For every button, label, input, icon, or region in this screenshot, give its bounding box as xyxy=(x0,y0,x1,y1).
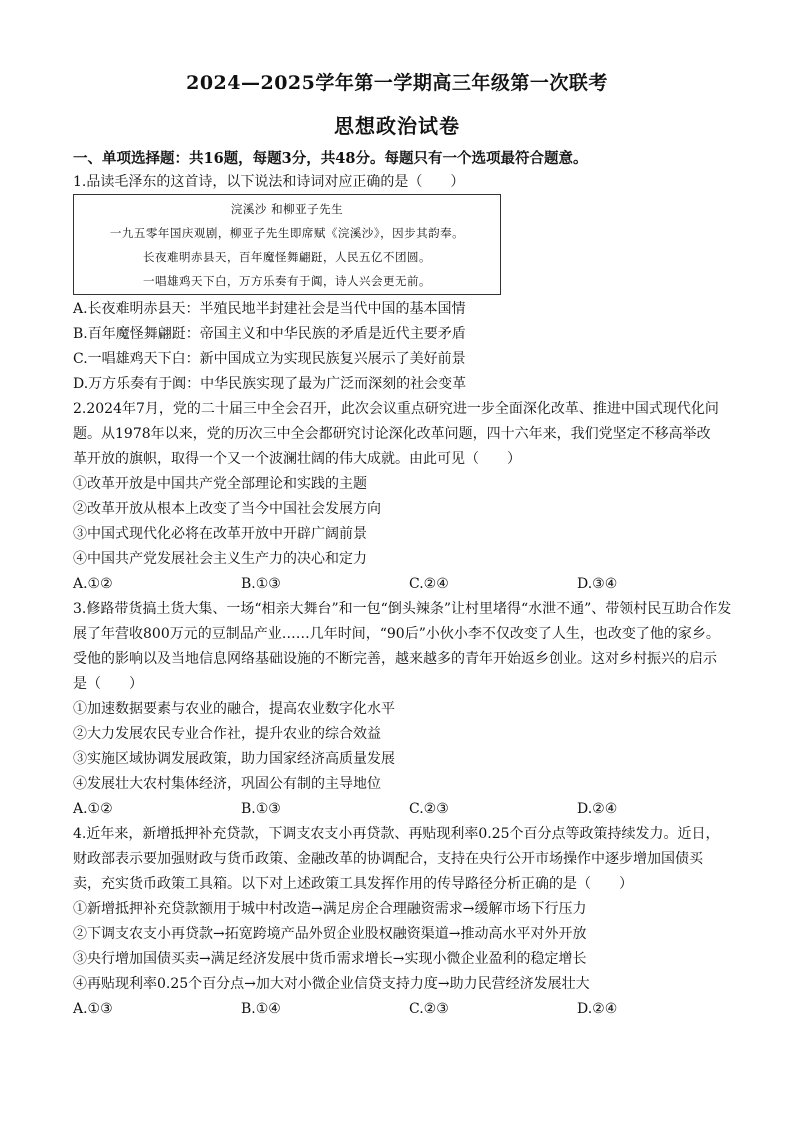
question-2-choice-d[interactable]: D.③④ xyxy=(577,576,618,592)
question-2-item-3: ③中国式现代化必将在改革开放中开辟广阔前景 xyxy=(73,526,367,542)
question-2-stem-line: 革开放的旗帜，取得一个又一个波澜壮阔的伟大成就。由此可见（ ） xyxy=(73,451,521,467)
poem-line: 一唱雄鸡天下白，万方乐奏有于阗，诗人兴会更无前。 xyxy=(143,274,431,288)
question-3-choice-d[interactable]: D.②④ xyxy=(577,801,618,817)
question-3-choice-a[interactable]: A.①② xyxy=(73,801,113,817)
question-1-stem xyxy=(73,170,723,195)
poem-preface: 一九五零年国庆观剧，柳亚子先生即席赋《浣溪沙》，因步其韵奉。 xyxy=(109,226,465,240)
question-2-stem-line: 题。从1978年以来，党的历次三中全会都研究讨论深化改革问题，四十六年来，我们党坚定不移高举改 xyxy=(73,426,711,442)
exam-title: 2024—2025学年第一学期高三年级第一次联考 xyxy=(186,72,608,94)
question-4-item-4: ④再贴现利率0.25个百分点→加大对小微企业信贷支持力度→助力民营经济发展壮大 xyxy=(73,976,590,992)
question-3-choice-b[interactable]: B.①③ xyxy=(241,801,281,817)
question-3-choice-c[interactable]: C.②③ xyxy=(409,801,449,817)
question-1-option-a[interactable]: A.长夜难明赤县天：半殖民地半封建社会是当代中国的基本国情 xyxy=(73,301,466,317)
question-3-stem-line: 是（ ） xyxy=(73,676,143,692)
question-2-choices xyxy=(73,572,723,597)
question-4-item-1: ①新增抵押补充贷款额用于城中村改造→满足房企合理融资需求→缓解市场下行压力 xyxy=(73,901,587,917)
question-4-stem-line: 财政部表示要加强财政与货币政策、金融改革的协调配合，支持在央行公开市场操作中逐步增加国债买 xyxy=(73,851,703,867)
question-1-option-c[interactable]: C.一唱雄鸡天下白：新中国成立为实现民族复兴展示了美好前景 xyxy=(73,351,466,367)
exam-subtitle: 思想政治试卷 xyxy=(334,114,460,138)
question-3-item-1: ①加速数据要素与农业的融合，提高农业数字化水平 xyxy=(73,701,395,717)
question-3-stem-line: 展了年营收800万元的豆制品产业……几年时间，“90后”小伙小李不仅改变了人生，也改变了他的家乡。 xyxy=(73,626,720,642)
question-3-item-4: ④发展壮大农村集体经济，巩固公有制的主导地位 xyxy=(73,776,381,792)
question-3-item-2: ②大力发展农民专业合作社，提升农业的综合效益 xyxy=(73,726,381,742)
question-4-stem-line: 卖，充实货币政策工具箱。以下对上述政策工具发挥作用的传导路径分析正确的是（ ） xyxy=(73,876,633,892)
question-2-choice-a[interactable]: A.①② xyxy=(73,576,113,592)
question-2-stem-line: 2.2024年7月，党的二十届三中全会召开，此次会议重点研究进一步全面深化改革、推进中国式现代化问 xyxy=(73,401,719,417)
question-3-item-3: ③实施区域协调发展政策，助力国家经济高质量发展 xyxy=(73,751,395,767)
question-2-item-4: ④中国共产党发展社会主义生产力的决心和定力 xyxy=(73,551,367,567)
poem-title: 浣溪沙 和柳亚子先生 xyxy=(230,202,344,216)
question-4-choice-a[interactable]: A.①③ xyxy=(73,1001,113,1017)
question-3-stem-line: 受他的影响以及当地信息网络基础设施的不断完善，越来越多的青年开始返乡创业。这对乡村振兴的启示 xyxy=(73,651,717,667)
question-4-choice-c[interactable]: C.②③ xyxy=(409,1001,449,1017)
section-heading: 一、单项选择题：共16题，每题3分，共48分。每题只有一个选项最符合题意。 xyxy=(73,150,588,167)
poem-line: 长夜难明赤县天，百年魔怪舞翩跹，人民五亿不团圆。 xyxy=(143,250,431,264)
question-3-stem xyxy=(73,597,732,697)
question-3-choices xyxy=(73,797,723,822)
question-1-option-b[interactable]: B.百年魔怪舞翩跹：帝国主义和中华民族的矛盾是近代主要矛盾 xyxy=(73,326,466,342)
question-4-choice-d[interactable]: D.②④ xyxy=(577,1001,618,1017)
question-3-stem-line: 3.修路带货搞土货大集、一场“相亲大舞台”和一包“倒头辣条”让村里堵得“水泄不通”、带领村民互助合作发 xyxy=(73,601,732,617)
question-2-item-1: ①改革开放是中国共产党全部理论和实践的主题 xyxy=(73,476,367,492)
question-2-stem xyxy=(73,397,723,472)
question-4-stem-line: 4.近年来，新增抵押补充贷款，下调支农支小再贷款、再贴现利率0.25个百分点等政策持续发力。近日， xyxy=(73,826,720,842)
question-4-item-2: ②下调支农支小再贷款→拓宽跨境产品外贸企业股权融资渠道→推动高水平对外开放 xyxy=(73,926,587,942)
question-2-choice-b[interactable]: B.①③ xyxy=(241,576,281,592)
question-4-choice-b[interactable]: B.①④ xyxy=(241,1001,281,1017)
question-2-item-2: ②改革开放从根本上改变了当今中国社会发展方向 xyxy=(73,501,381,517)
poem-box xyxy=(73,194,501,295)
question-2-choice-c[interactable]: C.②④ xyxy=(409,576,449,592)
question-4-stem xyxy=(73,822,723,897)
question-4-choices xyxy=(73,997,723,1022)
question-1-stem-line: 1.品读毛泽东的这首诗，以下说法和诗词对应正确的是（ ） xyxy=(73,174,465,190)
question-4-item-3: ③央行增加国债买卖→满足经济发展中货币需求增长→实现小微企业盈利的稳定增长 xyxy=(73,951,587,967)
question-1-option-d[interactable]: D.万方乐奏有于阗：中华民族实现了最为广泛而深刻的社会变革 xyxy=(73,376,467,392)
